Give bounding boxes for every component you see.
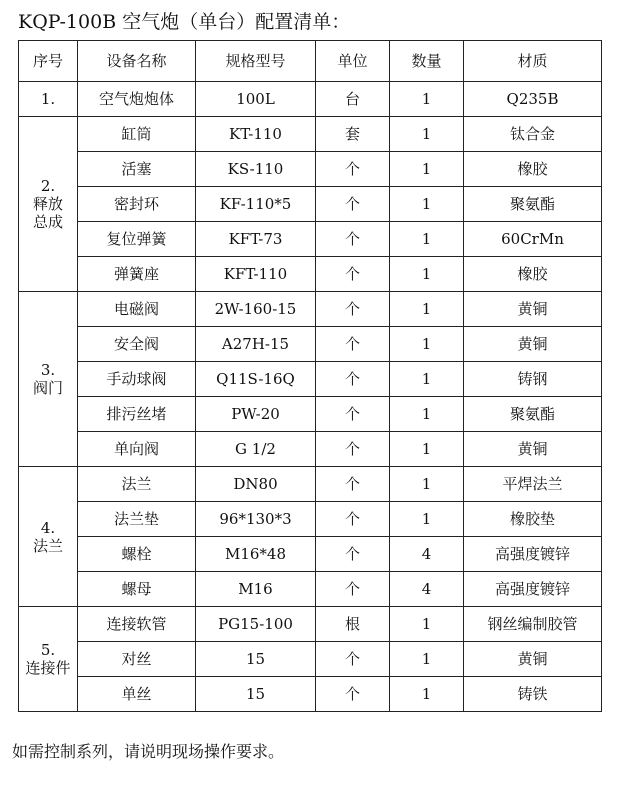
column-header: 材质	[464, 41, 602, 82]
group-number-cell	[19, 292, 78, 467]
model-cell: M16*48	[196, 537, 316, 572]
unit-cell: 个	[316, 292, 390, 327]
model-cell: PG15-100	[196, 607, 316, 642]
unit-cell: 个	[316, 327, 390, 362]
equipment-name-cell: 活塞	[78, 152, 196, 187]
table-header-row	[19, 41, 602, 82]
table-row	[19, 292, 602, 327]
quantity-cell: 1	[390, 327, 464, 362]
table-row	[19, 607, 602, 642]
table-row	[19, 257, 602, 292]
quantity-cell: 1	[390, 222, 464, 257]
material-cell: 黄铜	[464, 432, 602, 467]
equipment-name-cell: 螺栓	[78, 537, 196, 572]
equipment-name-cell: 电磁阀	[78, 292, 196, 327]
config-table	[18, 40, 602, 712]
quantity-cell: 1	[390, 292, 464, 327]
table-row	[19, 362, 602, 397]
quantity-cell: 1	[390, 257, 464, 292]
model-cell: G 1/2	[196, 432, 316, 467]
table-row	[19, 642, 602, 677]
quantity-cell: 1	[390, 187, 464, 222]
table-row	[19, 432, 602, 467]
model-cell: KFT-110	[196, 257, 316, 292]
equipment-name-cell: 密封环	[78, 187, 196, 222]
table-row	[19, 152, 602, 187]
equipment-name-cell: 排污丝堵	[78, 397, 196, 432]
material-cell: 钛合金	[464, 117, 602, 152]
quantity-cell: 1	[390, 152, 464, 187]
model-cell: KF-110*5	[196, 187, 316, 222]
quantity-cell: 1	[390, 467, 464, 502]
model-cell: M16	[196, 572, 316, 607]
group-number-cell	[19, 117, 78, 292]
equipment-name-cell: 安全阀	[78, 327, 196, 362]
group-number-cell	[19, 82, 78, 117]
quantity-cell: 1	[390, 397, 464, 432]
table-row	[19, 222, 602, 257]
table-row	[19, 572, 602, 607]
equipment-name-cell: 空气炮炮体	[78, 82, 196, 117]
equipment-name-cell: 对丝	[78, 642, 196, 677]
unit-cell: 个	[316, 642, 390, 677]
material-cell: 黄铜	[464, 327, 602, 362]
material-cell: 铸钢	[464, 362, 602, 397]
material-cell: 聚氨酯	[464, 187, 602, 222]
column-header: 规格型号	[196, 41, 316, 82]
unit-cell: 个	[316, 537, 390, 572]
material-cell: 黄铜	[464, 292, 602, 327]
quantity-cell: 1	[390, 117, 464, 152]
unit-cell: 个	[316, 432, 390, 467]
quantity-cell: 1	[390, 82, 464, 117]
table-row	[19, 187, 602, 222]
column-header: 设备名称	[78, 41, 196, 82]
group-label-line: 2.	[40, 177, 56, 195]
model-cell: 100L	[196, 82, 316, 117]
unit-cell: 个	[316, 502, 390, 537]
model-cell: 2W-160-15	[196, 292, 316, 327]
quantity-cell: 1	[390, 362, 464, 397]
material-cell: 铸铁	[464, 677, 602, 712]
model-cell: KFT-73	[196, 222, 316, 257]
material-cell: 橡胶	[464, 257, 602, 292]
unit-cell: 个	[316, 362, 390, 397]
unit-cell: 个	[316, 397, 390, 432]
model-cell: 15	[196, 677, 316, 712]
unit-cell: 个	[316, 152, 390, 187]
table-row	[19, 397, 602, 432]
unit-cell: 套	[316, 117, 390, 152]
table-row	[19, 327, 602, 362]
group-label-line: 连接件	[25, 659, 71, 677]
equipment-name-cell: 手动球阀	[78, 362, 196, 397]
equipment-name-cell: 连接软管	[78, 607, 196, 642]
quantity-cell: 1	[390, 502, 464, 537]
material-cell: 聚氨酯	[464, 397, 602, 432]
equipment-name-cell: 单向阀	[78, 432, 196, 467]
group-label-line: 3.	[40, 361, 56, 379]
column-header: 序号	[19, 41, 78, 82]
material-cell: 钢丝编制胶管	[464, 607, 602, 642]
table-row	[19, 537, 602, 572]
quantity-cell: 1	[390, 677, 464, 712]
document-title: KQP-100B 空气炮（单台）配置清单：	[18, 11, 351, 33]
unit-cell: 个	[316, 222, 390, 257]
material-cell: 高强度镀锌	[464, 572, 602, 607]
quantity-cell: 1	[390, 432, 464, 467]
group-number-cell	[19, 467, 78, 607]
unit-cell: 个	[316, 257, 390, 292]
equipment-name-cell: 法兰垫	[78, 502, 196, 537]
model-cell: A27H-15	[196, 327, 316, 362]
table-row	[19, 502, 602, 537]
unit-cell: 个	[316, 187, 390, 222]
column-header: 数量	[390, 41, 464, 82]
group-number-cell	[19, 607, 78, 712]
quantity-cell: 4	[390, 572, 464, 607]
equipment-name-cell: 缸筒	[78, 117, 196, 152]
unit-cell: 个	[316, 572, 390, 607]
model-cell: PW-20	[196, 397, 316, 432]
material-cell: 高强度镀锌	[464, 537, 602, 572]
model-cell: Q11S-16Q	[196, 362, 316, 397]
unit-cell: 个	[316, 677, 390, 712]
material-cell: 平焊法兰	[464, 467, 602, 502]
quantity-cell: 1	[390, 607, 464, 642]
group-label-line: 阀门	[32, 379, 63, 397]
model-cell: 15	[196, 642, 316, 677]
equipment-name-cell: 单丝	[78, 677, 196, 712]
material-cell: 橡胶垫	[464, 502, 602, 537]
group-label-line: 1.	[40, 90, 56, 108]
unit-cell: 台	[316, 82, 390, 117]
unit-cell: 个	[316, 467, 390, 502]
equipment-name-cell: 复位弹簧	[78, 222, 196, 257]
quantity-cell: 4	[390, 537, 464, 572]
group-label-line: 释放	[32, 195, 63, 213]
group-label-line: 5.	[40, 641, 56, 659]
table-row	[19, 677, 602, 712]
model-cell: DN80	[196, 467, 316, 502]
table-row	[19, 117, 602, 152]
table-row	[19, 82, 602, 117]
unit-cell: 根	[316, 607, 390, 642]
equipment-name-cell: 法兰	[78, 467, 196, 502]
quantity-cell: 1	[390, 642, 464, 677]
equipment-name-cell: 螺母	[78, 572, 196, 607]
column-header: 单位	[316, 41, 390, 82]
material-cell: Q235B	[464, 82, 602, 117]
group-label-line: 总成	[32, 213, 63, 231]
table-row	[19, 467, 602, 502]
group-label-line: 法兰	[32, 536, 63, 555]
model-cell: KS-110	[196, 152, 316, 187]
equipment-name-cell: 弹簧座	[78, 257, 196, 292]
model-cell: KT-110	[196, 117, 316, 152]
material-cell: 黄铜	[464, 642, 602, 677]
material-cell: 60CrMn	[464, 222, 602, 257]
group-label-line: 4.	[40, 518, 56, 537]
footer-note: 如需控制系列，请说明现场操作要求。	[12, 742, 285, 761]
model-cell: 96*130*3	[196, 502, 316, 537]
material-cell: 橡胶	[464, 152, 602, 187]
